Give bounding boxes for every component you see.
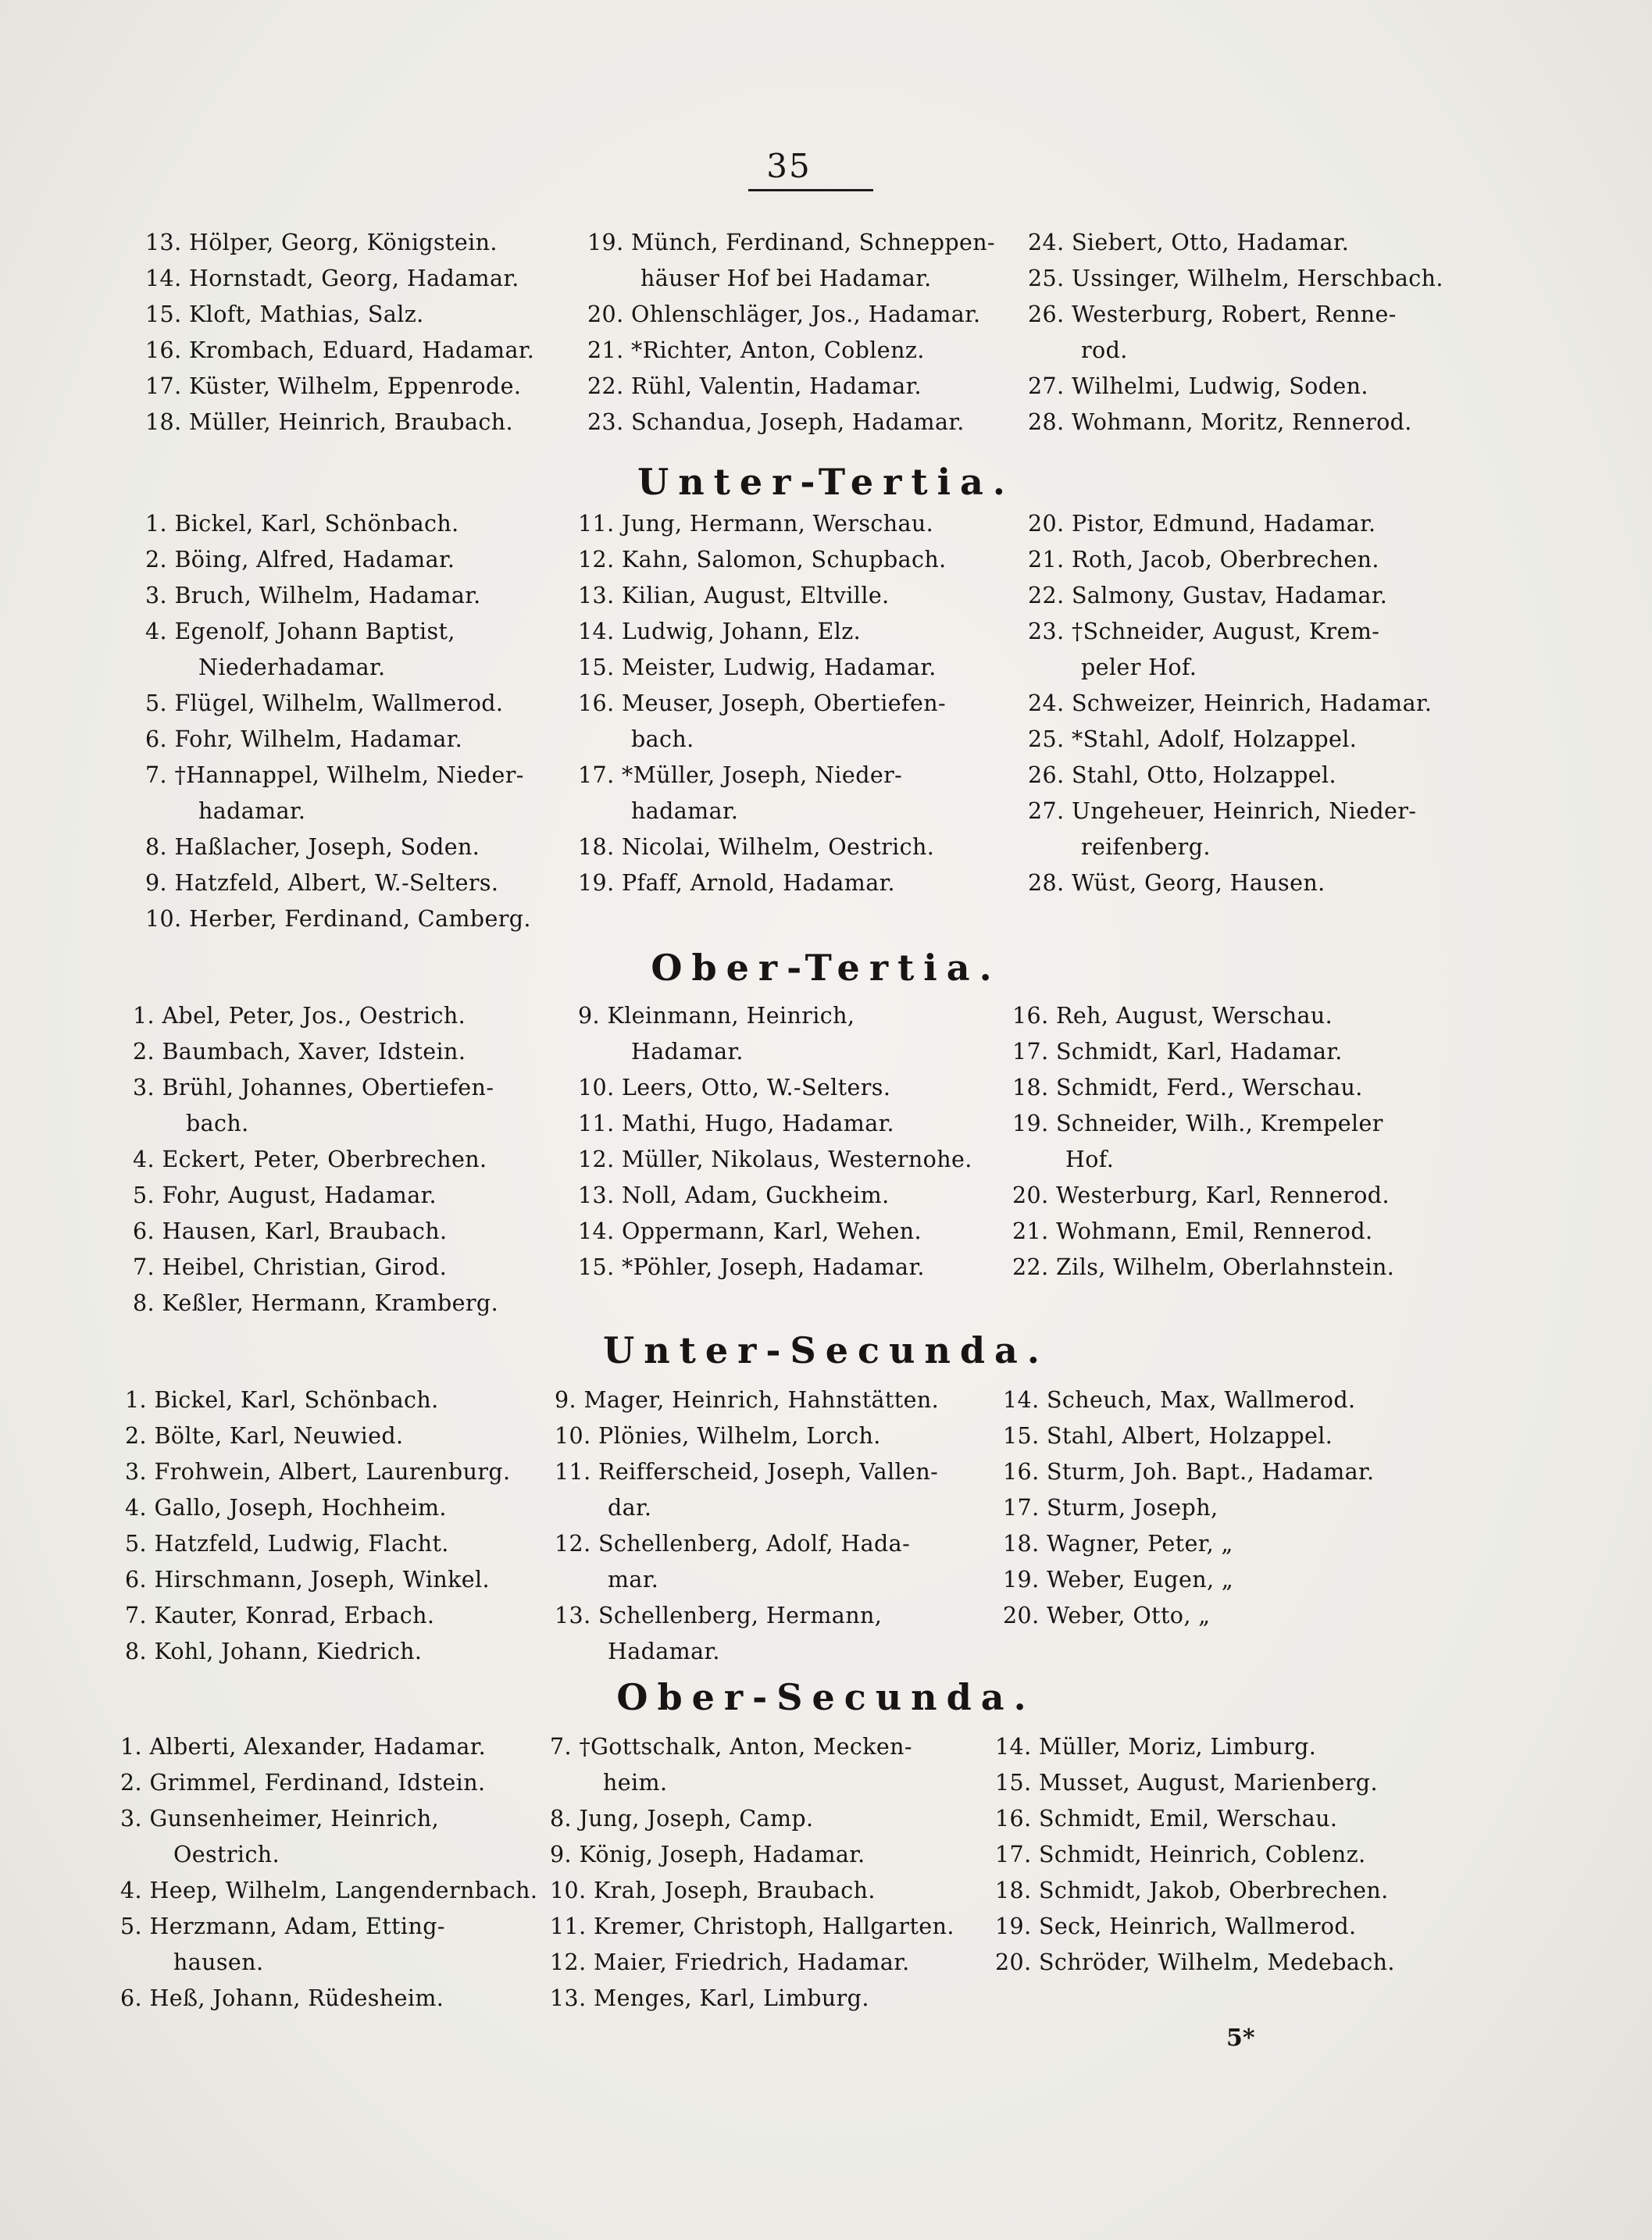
student-entry: 26. Westerburg, Robert, Renne- <box>1028 301 1397 327</box>
student-entry: 16. Schmidt, Emil, Werschau. <box>995 1806 1338 1832</box>
unter-tertia-col2 <box>578 506 947 901</box>
student-entry: 4. Heep, Wilhelm, Langendernbach. <box>120 1878 538 1903</box>
student-entry: 17. Schmidt, Karl, Hadamar. <box>1012 1039 1343 1065</box>
student-entry: 28. Wohmann, Moritz, Rennerod. <box>1028 409 1412 435</box>
page-number: 35 <box>766 147 812 185</box>
student-entry: 20. Pistor, Edmund, Hadamar. <box>1028 511 1376 537</box>
student-entry: 18. Schmidt, Ferd., Werschau. <box>1012 1075 1363 1100</box>
student-entry: 6. Hirschmann, Joseph, Winkel. <box>125 1567 490 1593</box>
student-entry-continuation: häuser Hof bei Hadamar. <box>640 266 932 291</box>
student-entry: 9. Kleinmann, Heinrich, <box>578 1003 855 1029</box>
student-entry: 10. Plönies, Wilhelm, Lorch. <box>555 1423 881 1449</box>
student-entry: 18. Müller, Heinrich, Braubach. <box>145 409 513 435</box>
student-entry: 22. Salmony, Gustav, Hadamar. <box>1028 583 1388 608</box>
unter-tertia-col1 <box>145 506 531 937</box>
student-entry: 4. Eckert, Peter, Oberbrechen. <box>133 1147 487 1172</box>
student-entry: 13. Noll, Adam, Guckheim. <box>578 1182 890 1208</box>
student-entry: 3. Gunsenheimer, Heinrich, <box>120 1806 440 1832</box>
student-entry-continuation: rod. <box>1081 337 1128 363</box>
top-block-col1 <box>145 225 534 441</box>
student-entry: 12. Müller, Nikolaus, Westernohe. <box>578 1147 972 1172</box>
student-entry: 23. Schandua, Joseph, Hadamar. <box>587 409 965 435</box>
student-entry-continuation: hausen. <box>173 1949 264 1975</box>
student-entry: 5. Hatzfeld, Ludwig, Flacht. <box>125 1531 449 1557</box>
student-entry-continuation: Oestrich. <box>173 1842 280 1867</box>
student-entry: 1. Alberti, Alexander, Hadamar. <box>120 1734 487 1760</box>
student-entry: 14. Oppermann, Karl, Wehen. <box>578 1218 922 1244</box>
student-entry: 27. Ungeheuer, Heinrich, Nieder- <box>1028 798 1417 824</box>
ober-secunda-col3 <box>995 1729 1395 1981</box>
student-entry: 17. Sturm, Joseph, <box>1003 1495 1218 1521</box>
student-entry-continuation: Hadamar. <box>608 1639 720 1664</box>
student-entry: 5. Flügel, Wilhelm, Wallmerod. <box>145 690 504 716</box>
student-entry: 15. Meister, Ludwig, Hadamar. <box>578 655 937 680</box>
student-entry: 13. Kilian, August, Eltville. <box>578 583 890 608</box>
student-entry: 15. *Pöhler, Joseph, Hadamar. <box>578 1254 925 1280</box>
student-entry: 23. †Schneider, August, Krem- <box>1028 619 1380 644</box>
student-entry: 17. Küster, Wilhelm, Eppenrode. <box>145 373 522 399</box>
student-entry: 9. Hatzfeld, Albert, W.-Selters. <box>145 870 499 896</box>
ober-tertia-col3 <box>1012 998 1394 1286</box>
student-entry: 4. Gallo, Joseph, Hochheim. <box>125 1495 447 1521</box>
student-entry: 7. Kauter, Konrad, Erbach. <box>125 1603 435 1628</box>
student-entry: 8. Kohl, Johann, Kiedrich. <box>125 1639 423 1664</box>
student-entry: 16. Reh, August, Werschau. <box>1012 1003 1333 1029</box>
student-entry: 3. Bruch, Wilhelm, Hadamar. <box>145 583 481 608</box>
student-entry: 21. *Richter, Anton, Coblenz. <box>587 337 925 363</box>
student-entry: 15. Stahl, Albert, Holzappel. <box>1003 1423 1333 1449</box>
student-entry: 15. Kloft, Mathias, Salz. <box>145 301 424 327</box>
student-entry: 10. Leers, Otto, W.-Selters. <box>578 1075 891 1100</box>
heading-ober-secunda: Ober-Secunda. <box>616 1676 1036 1718</box>
student-entry: 19. Weber, Eugen, „ <box>1003 1567 1234 1593</box>
student-entry: 25. *Stahl, Adolf, Holzappel. <box>1028 726 1358 752</box>
student-entry-continuation: reifenberg. <box>1081 834 1211 860</box>
student-entry-continuation: hadamar. <box>198 798 306 824</box>
ober-secunda-col2 <box>550 1729 954 2017</box>
student-entry-continuation: dar. <box>608 1495 652 1521</box>
student-entry: 15. Musset, August, Marienberg. <box>995 1770 1378 1796</box>
unter-secunda-col2 <box>555 1382 939 1670</box>
student-entry: 1. Bickel, Karl, Schönbach. <box>145 511 459 537</box>
student-entry: 11. Kremer, Christoph, Hallgarten. <box>550 1914 954 1939</box>
student-entry: 14. Scheuch, Max, Wallmerod. <box>1003 1387 1356 1413</box>
student-entry: 17. Schmidt, Heinrich, Coblenz. <box>995 1842 1366 1867</box>
student-entry: 20. Ohlenschläger, Jos., Hadamar. <box>587 301 981 327</box>
top-block-col3 <box>1028 225 1443 441</box>
student-entry-continuation: heim. <box>603 1770 668 1796</box>
student-entry: 3. Brühl, Johannes, Obertiefen- <box>133 1075 494 1100</box>
student-entry: 10. Krah, Joseph, Braubach. <box>550 1878 876 1903</box>
student-entry: 13. Menges, Karl, Limburg. <box>550 1985 869 2011</box>
student-entry: 6. Heß, Johann, Rüdesheim. <box>120 1985 444 2011</box>
student-entry: 8. Keßler, Hermann, Kramberg. <box>133 1290 499 1316</box>
student-entry-continuation: bach. <box>186 1111 249 1136</box>
student-entry: 18. Schmidt, Jakob, Oberbrechen. <box>995 1878 1389 1903</box>
student-entry: 17. *Müller, Joseph, Nieder- <box>578 762 903 788</box>
student-entry: 13. Schellenberg, Hermann, <box>555 1603 883 1628</box>
ober-tertia-col2 <box>578 998 972 1286</box>
student-entry-continuation: peler Hof. <box>1081 655 1197 680</box>
student-entry: 18. Nicolai, Wilhelm, Oestrich. <box>578 834 935 860</box>
student-entry-continuation: hadamar. <box>631 798 739 824</box>
student-entry: 12. Maier, Friedrich, Hadamar. <box>550 1949 910 1975</box>
student-entry: 24. Schweizer, Heinrich, Hadamar. <box>1028 690 1433 716</box>
student-entry: 25. Ussinger, Wilhelm, Herschbach. <box>1028 266 1443 291</box>
student-entry: 27. Wilhelmi, Ludwig, Soden. <box>1028 373 1368 399</box>
student-entry: 22. Zils, Wilhelm, Oberlahnstein. <box>1012 1254 1395 1280</box>
page-number-rule <box>748 189 873 191</box>
printer-signature: 5* <box>1226 2024 1255 2052</box>
student-entry: 11. Mathi, Hugo, Hadamar. <box>578 1111 894 1136</box>
student-entry: 4. Egenolf, Johann Baptist, <box>145 619 455 644</box>
student-entry: 12. Kahn, Salomon, Schupbach. <box>578 547 947 572</box>
heading-ober-tertia: Ober-Tertia. <box>651 947 1001 989</box>
student-entry: 13. Hölper, Georg, Königstein. <box>145 230 498 255</box>
student-entry: 1. Bickel, Karl, Schönbach. <box>125 1387 439 1413</box>
student-entry: 19. Seck, Heinrich, Wallmerod. <box>995 1914 1357 1939</box>
student-entry: 22. Rühl, Valentin, Hadamar. <box>587 373 922 399</box>
student-entry: 8. Haßlacher, Joseph, Soden. <box>145 834 480 860</box>
student-entry: 10. Herber, Ferdinand, Camberg. <box>145 906 531 932</box>
student-entry-continuation: bach. <box>631 726 694 752</box>
student-entry: 8. Jung, Joseph, Camp. <box>550 1806 814 1832</box>
student-entry: 12. Schellenberg, Adolf, Hada- <box>555 1531 911 1557</box>
student-entry: 1. Abel, Peter, Jos., Oestrich. <box>133 1003 466 1029</box>
student-entry: 20. Weber, Otto, „ <box>1003 1603 1211 1628</box>
student-entry-continuation: mar. <box>608 1567 659 1593</box>
student-entry: 3. Frohwein, Albert, Laurenburg. <box>125 1459 511 1485</box>
unter-tertia-col3 <box>1028 506 1432 901</box>
student-entry: 26. Stahl, Otto, Holzappel. <box>1028 762 1336 788</box>
student-entry: 19. Schneider, Wilh., Krempeler <box>1012 1111 1383 1136</box>
ober-tertia-col1 <box>133 998 498 1322</box>
student-entry: 6. Fohr, Wilhelm, Hadamar. <box>145 726 463 752</box>
student-entry: 16. Krombach, Eduard, Hadamar. <box>145 337 535 363</box>
student-entry: 2. Grimmel, Ferdinand, Idstein. <box>120 1770 486 1796</box>
student-entry: 19. Münch, Ferdinand, Schneppen- <box>587 230 996 255</box>
student-entry-continuation: Niederhadamar. <box>198 655 386 680</box>
student-entry: 7. †Hannappel, Wilhelm, Nieder- <box>145 762 524 788</box>
student-entry: 19. Pfaff, Arnold, Hadamar. <box>578 870 895 896</box>
student-entry: 11. Jung, Hermann, Werschau. <box>578 511 934 537</box>
student-entry-continuation: Hadamar. <box>631 1039 744 1065</box>
student-entry: 16. Sturm, Joh. Bapt., Hadamar. <box>1003 1459 1375 1485</box>
student-entry: 11. Reifferscheid, Joseph, Vallen- <box>555 1459 939 1485</box>
student-entry: 2. Böing, Alfred, Hadamar. <box>145 547 455 572</box>
student-entry: 5. Fohr, August, Hadamar. <box>133 1182 437 1208</box>
student-entry: 21. Roth, Jacob, Oberbrechen. <box>1028 547 1379 572</box>
ober-secunda-col1 <box>120 1729 537 2017</box>
student-entry: 14. Ludwig, Johann, Elz. <box>578 619 862 644</box>
student-entry: 7. †Gottschalk, Anton, Mecken- <box>550 1734 912 1760</box>
student-entry: 7. Heibel, Christian, Girod. <box>133 1254 448 1280</box>
student-entry: 2. Bölte, Karl, Neuwied. <box>125 1423 404 1449</box>
student-entry: 18. Wagner, Peter, „ <box>1003 1531 1233 1557</box>
unter-secunda-col1 <box>125 1382 510 1670</box>
student-entry: 20. Schröder, Wilhelm, Medebach. <box>995 1949 1395 1975</box>
top-block-col2 <box>587 225 995 441</box>
unter-secunda-col3 <box>1003 1382 1374 1634</box>
student-entry: 2. Baumbach, Xaver, Idstein. <box>133 1039 466 1065</box>
student-entry: 24. Siebert, Otto, Hadamar. <box>1028 230 1350 255</box>
student-entry: 9. Mager, Heinrich, Hahnstätten. <box>555 1387 940 1413</box>
heading-unter-tertia: Unter-Tertia. <box>637 461 1015 503</box>
student-entry: 6. Hausen, Karl, Braubach. <box>133 1218 448 1244</box>
student-entry-continuation: Hof. <box>1065 1147 1115 1172</box>
student-entry: 16. Meuser, Joseph, Obertiefen- <box>578 690 947 716</box>
student-entry: 21. Wohmann, Emil, Rennerod. <box>1012 1218 1373 1244</box>
student-entry: 28. Wüst, Georg, Hausen. <box>1028 870 1326 896</box>
student-entry: 5. Herzmann, Adam, Etting- <box>120 1914 445 1939</box>
student-entry: 14. Hornstadt, Georg, Hadamar. <box>145 266 519 291</box>
student-entry: 20. Westerburg, Karl, Rennerod. <box>1012 1182 1390 1208</box>
student-entry: 14. Müller, Moriz, Limburg. <box>995 1734 1317 1760</box>
heading-unter-secunda: Unter-Secunda. <box>603 1329 1049 1371</box>
student-entry: 9. König, Joseph, Hadamar. <box>550 1842 865 1867</box>
